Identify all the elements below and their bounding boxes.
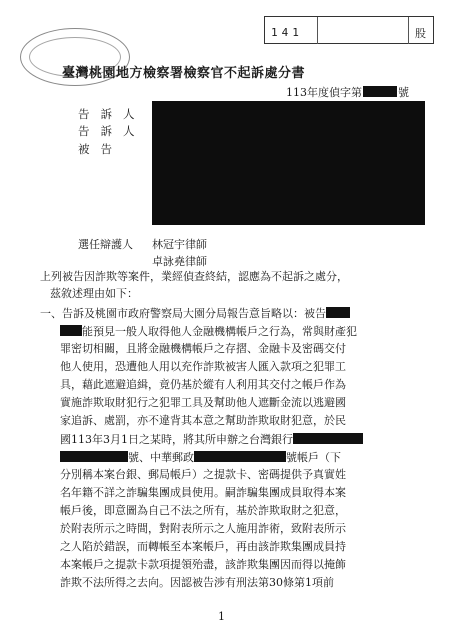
paragraph-line: 分別稱本案台銀、郵局帳戶）之提款卡、密碼提供予真實姓 [60,468,346,481]
serial-cells [317,17,409,44]
redaction-bar [194,451,286,462]
complainant-label-1: 告訴人 [78,107,146,121]
paragraph-line [60,433,363,446]
paragraph-line: 罪密切相關，且將金融機構帳戶之存摺、金融卡及密碼交付 [60,342,346,355]
redaction-bar [60,451,128,462]
redaction-block [152,101,425,225]
defendant-label: 被告 [78,142,123,156]
complainant-label-2: 告訴人 [78,124,146,138]
paragraph-line: 之人陷於錯誤，而轉帳至本案帳戶，再由該詐欺集團成員持 [60,540,346,553]
paragraph-line: 於附表所示之時間，對附表所示之人施用詐術，致附表所示 [60,522,346,535]
paragraph-line-text: 號帳戶（下 [286,451,341,464]
serial-suffix: 股 [415,27,426,40]
paragraph-line-text: 號、中華郵政 [128,451,194,464]
redaction-bar [293,433,363,444]
attorney-label: 選任辯護人 [78,238,133,251]
paragraph-line: 帳戶後，即意圖為自己不法之所有，基於詐欺取財之犯意， [60,504,346,517]
paragraph-line [40,307,350,320]
attorney-name-2: 卓詠堯律師 [152,255,207,268]
case-number-suffix: 號 [398,86,409,99]
paragraph-line: 具，藉此遮避追緝，竟仍基於縱有人利用其交付之帳戶作為 [60,378,346,391]
document-title: 臺灣桃園地方檢察署檢察官不起訴處分書 [62,66,306,81]
attorney-name-1: 林冠宇律師 [152,238,207,251]
intro-line-2: 茲敘述理由如下： [50,287,138,300]
paragraph-line: 實施詐欺取財犯行之犯罪工具及幫助他人遮斷金流以逃避國 [60,396,346,409]
intro-line-1: 上列被告因詐欺等案件，業經偵查終結，認應為不起訴之處分， [40,270,348,283]
redaction-bar [326,307,350,318]
page-number: 1 [218,610,225,623]
paragraph-line [60,451,341,464]
paragraph-line-text: 一、告訴及桃園市政府警察局大園分局報告意旨略以：被告 [40,307,326,320]
redaction-bar [60,325,82,336]
paragraph-line: 名年籍不詳之詐騙集團成員使用。嗣詐騙集團成員取得本案 [60,486,346,499]
paragraph-line: 他人使用，恐遭他人用以充作詐欺被害人匯入款項之犯罪工 [60,360,346,373]
paragraph-line [60,325,357,338]
serial-number: 141 [271,26,303,39]
paragraph-line: 家追訴、處罰，亦不違背其本意之幫助詐欺取財犯意，於民 [60,414,346,427]
redaction-bar [363,86,397,97]
paragraph-line-text: 能預見一般人取得他人金融機構帳戶之行為，常與財產犯 [82,325,357,338]
paragraph-line: 本案帳戶之提款卡款項提領殆盡，該詐欺集團因而得以掩飾 [60,558,346,571]
serial-box [264,16,434,44]
paragraph-line: 詐欺不法所得之去向。因認被告涉有刑法第30條第1項前 [60,576,334,589]
paragraph-line-text: 國113年3月1日之某時，將其所申辦之台灣銀行 [60,433,293,446]
case-number-prefix: 113年度偵字第 [286,86,362,99]
case-number [286,84,409,100]
